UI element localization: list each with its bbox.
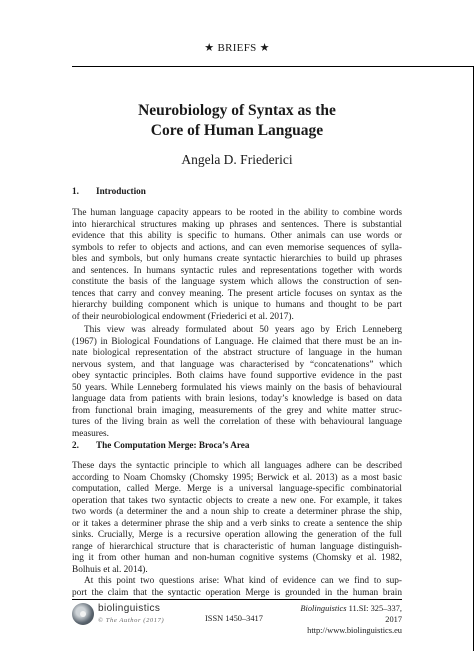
paragraph-merge-1 xyxy=(72,461,402,576)
text-line: according to Noam Chomsky (Chomsky 1995; Berwick et al. 2013) as a most basic xyxy=(72,472,402,483)
text-line: operation that takes two syntactic objects to create a new one. For example, it takes xyxy=(72,495,402,506)
logo-highlight xyxy=(80,611,86,617)
text-line: (1967) in Biological Foundations of Language. He claimed that there must be an in- xyxy=(72,336,402,347)
text-line: Bolhuis et al. 2014). xyxy=(72,564,148,575)
section-title: Introduction xyxy=(96,186,146,196)
text-line: nervous system, and that language was characterised by “concatenations” which xyxy=(72,359,402,370)
footer-rule xyxy=(72,599,402,600)
footer-brand: biolinguistics xyxy=(98,603,161,614)
text-line xyxy=(72,325,402,337)
section-label: ★ BRIEFS ★ xyxy=(204,42,270,54)
article-author: Angela D. Friederici xyxy=(181,152,293,167)
text-line: or it takes a determiner phrase the ship and a verb sinks to create a sentence the ship xyxy=(72,518,402,529)
text-line: port the claim that the syntactic operation Merge is grounded in the human brain xyxy=(72,587,402,598)
text-line: obey syntactic principles. Both claims have found supportive evidence in the past xyxy=(72,371,402,381)
text-line: measures. xyxy=(72,428,109,439)
text-line: hierarchy building component which is unique to humans and thought to be part xyxy=(72,300,402,310)
text-line: and sentences. In humans syntactic rules and representations together with words xyxy=(72,265,402,276)
footer-journal-info xyxy=(300,603,402,636)
section-number: 2. xyxy=(72,440,79,450)
text-line: language data from patients with brain lesions, today’s knowledge is based on data xyxy=(72,394,402,404)
text-line: constitute the basis of the language system which allows the construction of sen- xyxy=(72,277,402,287)
text-line: bles and symbols, but only humans create syntactic hierarchies to build up phrases xyxy=(72,254,402,264)
article-title-line-1: Neurobiology of Syntax as the xyxy=(138,102,336,119)
header-rule xyxy=(72,66,474,67)
text-line: At this point two questions arise: What kind of evidence can we find to sup- xyxy=(84,576,402,586)
text-line: tences that carry and convey meaning. The present article focuses on syntax as the xyxy=(72,288,402,299)
text-line: into hierarchical structures making up phrases and sentences. There is substantial xyxy=(72,219,402,230)
text-line: computation, called Merge. Merge is a universal language-specific combinatorial xyxy=(72,484,402,494)
paragraph-merge-2 xyxy=(72,576,402,599)
section-title: The Computation Merge: Broca’s Area xyxy=(96,440,250,450)
text-line xyxy=(72,576,402,588)
text-line: from functional brain imaging, measurements of the grey and white matter struc- xyxy=(72,405,402,416)
text-line: tures of the living brain as well the correlation of these with behavioural language xyxy=(72,417,402,427)
section-heading-introduction xyxy=(72,186,146,196)
text-line: 50 years. While Lenneberg formulated his views mainly on the basis of behavioural xyxy=(72,382,402,393)
paragraph-intro-2 xyxy=(72,325,402,440)
footer-url: http://www.biolinguistics.eu xyxy=(307,626,402,635)
text-line: range of hierarchical structure that is characteristic of human language distinguish- xyxy=(72,541,402,552)
footer-copyright: © The Author (2017) xyxy=(98,617,165,624)
text-line: symbols to refer to objects and actions, and can even memorise sequences of sylla- xyxy=(72,242,402,253)
footer-citation xyxy=(300,603,402,625)
section-heading-computation-merge xyxy=(72,440,249,450)
paragraph-intro-1 xyxy=(72,208,402,323)
journal-name: Biolinguistics xyxy=(300,604,347,613)
text-line: of their neurobiological endowment (Friederici et al. 2017). xyxy=(72,311,294,322)
text-line: nate biological representation of the abstract structure of language in the human xyxy=(72,348,402,358)
text-line: The human language capacity appears to be rooted in the ability to combine words xyxy=(72,208,402,218)
section-number: 1. xyxy=(72,186,79,196)
text-line: ing it from other human and non-human cognitive systems (Chomsky et al. 1982, xyxy=(72,553,402,563)
text-line: This view was already formulated about 50 years ago by Erich Lenneberg xyxy=(84,325,402,335)
text-line: evidence that this ability is specific to humans. Other animals can use words or xyxy=(72,231,402,241)
text-line: sinks. Crucially, Merge is a recursive operation allowing the generation of the full xyxy=(72,530,402,540)
article-title-line-2: Core of Human Language xyxy=(150,122,324,139)
text-line: two words (a determiner the and a noun ship to create a determiner phrase the ship, xyxy=(72,507,402,517)
text-line: These days the syntactic principle to which all languages adhere can be described xyxy=(72,461,402,471)
journal-citation: 11.SI: 325–337, 2017 xyxy=(346,604,402,624)
footer-issn: ISSN 1450–3417 xyxy=(205,614,263,623)
